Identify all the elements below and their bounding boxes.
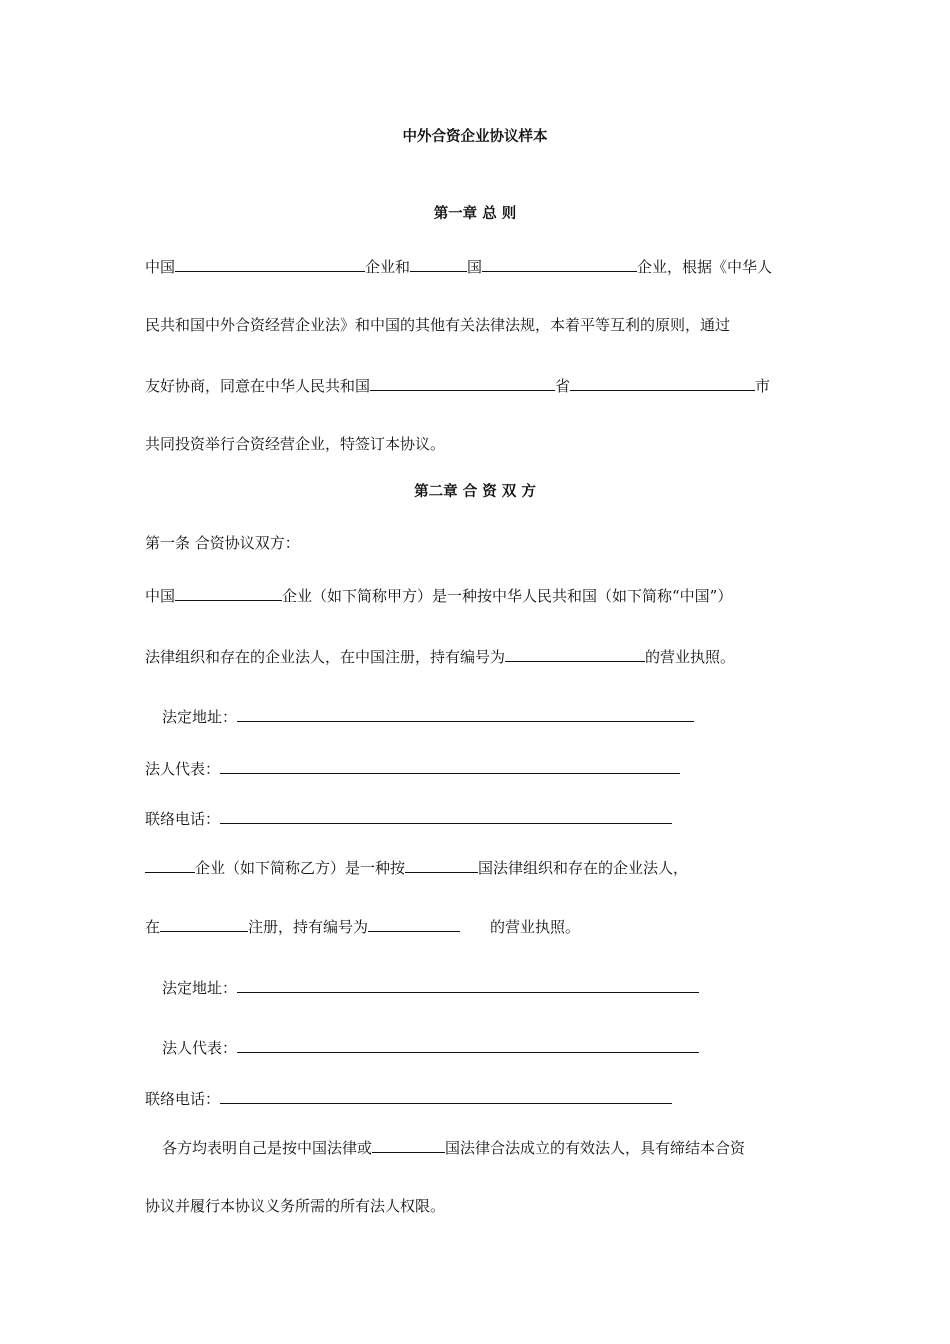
fill-blank-party-a-name — [175, 584, 282, 601]
declaration-line-2: 协议并履行本协议义务所需的所有法人权限。 — [145, 1197, 446, 1215]
text-segment: 法律组织和存在的企业法人，在中国注册，持有编号为 — [145, 648, 506, 666]
chapter-1-paragraph-line-3 — [145, 374, 770, 396]
fill-blank-party-a-license-number — [505, 645, 645, 662]
party-b-address-row — [162, 976, 699, 998]
party-a-line-2 — [145, 645, 735, 667]
party-a-representative-row — [145, 757, 680, 779]
fill-blank-party-b-license-number — [368, 915, 460, 932]
fill-blank-foreign-country — [410, 255, 467, 272]
text-segment: 在 — [145, 918, 161, 936]
party-a-line-1 — [145, 584, 732, 606]
text-segment: 中国 — [145, 258, 176, 276]
party-a-phone-row — [145, 807, 672, 829]
text-segment: 的营业执照。 — [645, 648, 736, 666]
chapter-2-heading: 第二章 合 资 双 方 — [414, 484, 536, 500]
declaration-line-1 — [162, 1136, 745, 1158]
chapter-1-paragraph-line-4: 共同投资举行合资经营企业，特签订本协议。 — [145, 435, 446, 453]
fill-blank-foreign-law-country — [372, 1136, 445, 1153]
fill-blank-party-b-address — [237, 976, 699, 993]
field-label: 法定地址： — [162, 979, 238, 997]
text-segment: 国 — [467, 258, 483, 276]
field-label: 法人代表： — [145, 760, 221, 778]
text-segment: 企业，根据《中华人 — [637, 258, 773, 276]
field-label: 法人代表： — [162, 1039, 238, 1057]
text-segment: 中国 — [145, 587, 176, 605]
fill-blank-chinese-enterprise — [175, 255, 365, 272]
fill-blank-party-b-registration-place — [160, 915, 248, 932]
fill-blank-party-b-phone — [220, 1087, 672, 1104]
party-b-line-1 — [145, 856, 688, 878]
text-segment: 注册，持有编号为 — [248, 918, 369, 936]
chapter-1-paragraph-line-1 — [145, 255, 772, 277]
fill-blank-party-a-phone — [220, 807, 672, 824]
fill-blank-party-b-country — [405, 856, 478, 873]
text-segment: 国法律合法成立的有效法人，具有缔结本合资 — [445, 1139, 746, 1157]
fill-blank-foreign-enterprise — [482, 255, 637, 272]
text-segment: 企业（如下简称乙方）是一种按 — [195, 859, 406, 877]
text-segment: 企业和 — [365, 258, 411, 276]
party-a-address-row — [162, 705, 694, 727]
text-segment: 的营业执照。 — [490, 918, 581, 936]
text-segment: 友好协商，同意在中华人民共和国 — [145, 377, 371, 395]
text-segment: 市 — [755, 377, 771, 395]
text-segment: 各方均表明自己是按中国法律或 — [162, 1139, 373, 1157]
fill-blank-party-a-representative — [220, 757, 680, 774]
text-segment: 国法律组织和存在的企业法人， — [478, 859, 689, 877]
fill-blank-party-a-address — [237, 705, 694, 722]
fill-blank-party-b-representative — [237, 1036, 699, 1053]
article-1-heading: 第一条 合资协议双方： — [145, 534, 300, 552]
document-title: 中外合资企业协议样本 — [402, 129, 548, 145]
field-label: 联络电话： — [145, 1090, 221, 1108]
fill-blank-city — [570, 374, 755, 391]
party-b-phone-row — [145, 1087, 672, 1109]
chapter-1-paragraph-line-2: 民共和国中外合资经营企业法》和中国的其他有关法律法规，本着平等互利的原则，通过 — [145, 316, 731, 334]
party-b-representative-row — [162, 1036, 699, 1058]
chapter-1-heading: 第一章 总 则 — [433, 206, 517, 222]
field-label: 法定地址： — [162, 708, 238, 726]
fill-blank-province — [370, 374, 555, 391]
text-segment: 省 — [555, 377, 571, 395]
party-b-line-2 — [145, 915, 580, 937]
field-label: 联络电话： — [145, 810, 221, 828]
text-segment: 企业（如下简称甲方）是一种按中华人民共和国（如下简称“中国”） — [282, 587, 733, 605]
fill-blank-party-b-name — [145, 856, 195, 873]
